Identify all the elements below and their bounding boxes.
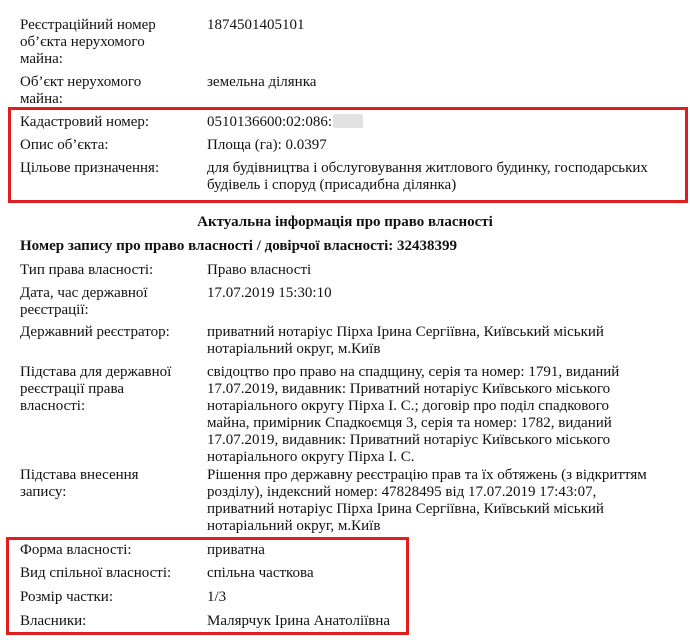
- field-label: Державний реєстратор:: [20, 324, 170, 340]
- field-value: приватна: [207, 542, 265, 558]
- section-title: Актуальна інформація про право власності: [197, 214, 493, 230]
- field-label: Тип права власності:: [20, 262, 154, 278]
- field-value: для будівництва і обслуговування житлового будинку, господарських будівель і споруд (присадибна ділянка): [207, 160, 648, 193]
- field-label: Форма власності:: [20, 542, 132, 558]
- field-value: земельна ділянка: [207, 74, 317, 90]
- field-value: свідоцтво про право на спадщину, серія та номер: 1791, виданий 17.07.2019, видавник: Приватний нотаріус Київського міського нотаріального округу Пірха І. С.; договір про поділ спадкового майна, примірник Спадкоємця 3, серія та номер: 1782, виданий 17.07.2019, видавник: Приватний нотаріус Київського міського нотаріального округу Пірха І. С.: [207, 364, 620, 465]
- field-value: 1/3: [207, 589, 227, 605]
- field-label: Підстава внесення запису:: [20, 467, 139, 500]
- field-label: Вид спільної власності:: [20, 565, 172, 581]
- field-value: Малярчук Ірина Анатоліївна: [207, 613, 391, 629]
- cadastral-number-text: 0510136600:02:086:: [207, 114, 333, 130]
- field-label: Цільове призначення:: [20, 160, 160, 176]
- field-label: Дата, час державної реєстрації:: [20, 285, 148, 318]
- field-label: Підстава для державної реєстрації права власності:: [20, 364, 172, 414]
- field-value: Право власності: [207, 262, 312, 278]
- field-value: спільна часткова: [207, 565, 314, 581]
- field-value: Рішення про державну реєстрацію прав та їх обтяжень (з відкриттям розділу), індексний номер: 47828495 від 17.07.2019 17:43:07, приватний нотаріус Пірха Ірина Сергіївна, Київський міський нотаріальний округ, м.Київ: [207, 467, 647, 534]
- field-label: Реєстраційний номер об’єкта нерухомого майна:: [20, 17, 156, 67]
- field-value: приватний нотаріус Пірха Ірина Сергіївна, Київський міський нотаріальний округ, м.Київ: [207, 324, 604, 357]
- field-value: 1874501405101: [207, 17, 305, 33]
- field-label: Об’єкт нерухомого майна:: [20, 74, 142, 107]
- field-value: [207, 114, 677, 131]
- field-label: Опис об’єкта:: [20, 137, 109, 153]
- field-label: Розмір частки:: [20, 589, 113, 605]
- redacted-blur: [333, 114, 363, 128]
- field-label: Кадастровий номер:: [20, 114, 150, 130]
- field-label: Власники:: [20, 613, 87, 629]
- field-value: 17.07.2019 15:30:10: [207, 285, 332, 301]
- field-value: Площа (га): 0.0397: [207, 137, 327, 153]
- record-title: Номер запису про право власності / довірчої власності: 32438399: [20, 238, 458, 254]
